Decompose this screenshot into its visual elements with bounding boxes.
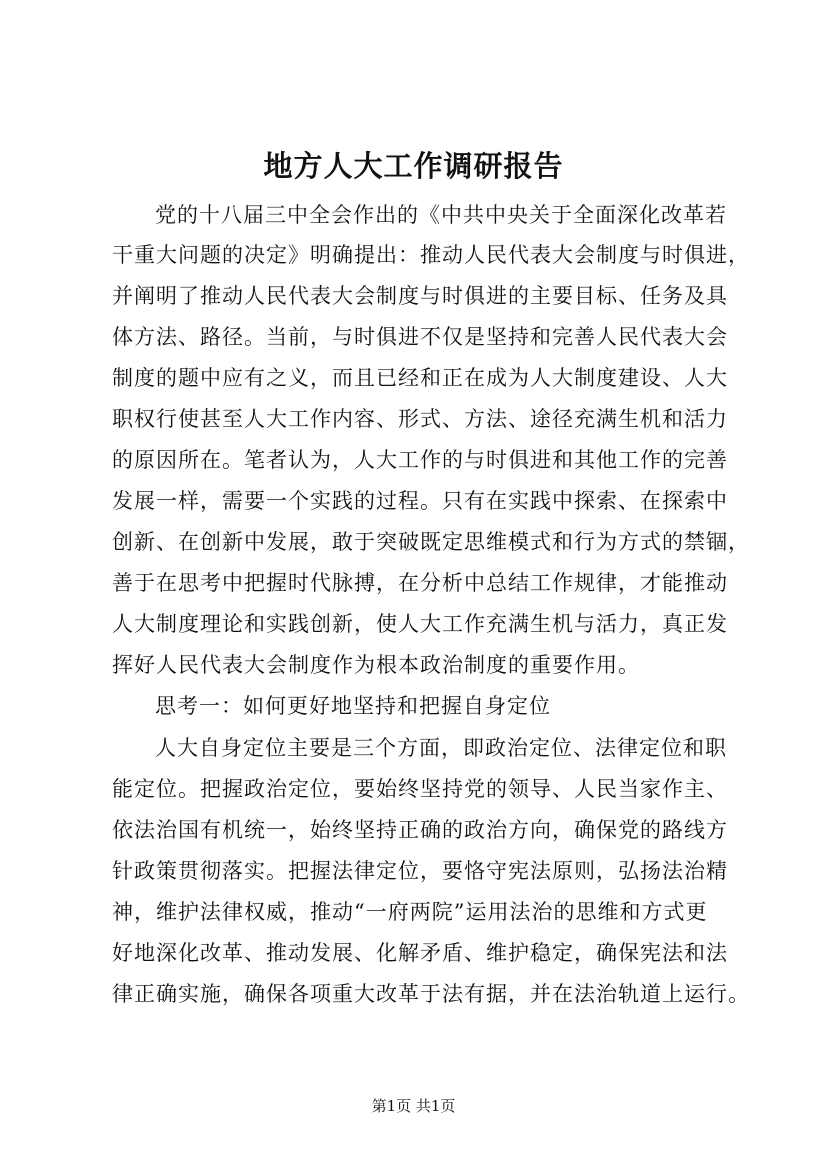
paragraph-2-line: 律正确实施，确保各项重大改革于法有据，并在法治轨道上运行。 <box>112 982 750 1006</box>
paragraph-2-line: 好地深化改革、推动发展、化解矛盾、维护稳定，确保宪法和法 <box>112 941 728 965</box>
paragraph-1-line: 创新、在创新中发展，敢于突破既定思维模式和行为方式的禁锢， <box>112 530 750 554</box>
paragraph-1-line: 并阐明了推动人民代表大会制度与时俱进的主要目标、任务及具 <box>112 284 728 308</box>
page-number-footer: 第1页 共1页 <box>371 1097 456 1115</box>
paragraph-1-line: 体方法、路径。当前，与时俱进不仅是坚持和完善人民代表大会 <box>112 325 728 349</box>
paragraph-1-line: 挥好人民代表大会制度作为根本政治制度的重要作用。 <box>112 653 640 677</box>
paragraph-1-line: 善于在思考中把握时代脉搏，在分析中总结工作规律，才能推动 <box>112 571 728 595</box>
paragraph-1-line: 制度的题中应有之义，而且已经和正在成为人大制度建设、人大 <box>112 366 728 390</box>
document-title: 地方人大工作调研报告 <box>263 149 564 183</box>
section-heading: 思考一：如何更好地坚持和把握自身定位 <box>155 694 551 718</box>
paragraph-1-line: 干重大问题的决定》明确提出：推动人民代表大会制度与时俱进， <box>112 243 750 267</box>
paragraph-1-line: 职权行使甚至人大工作内容、形式、方法、途径充满生机和活力 <box>112 407 728 431</box>
paragraph-1-line: 党的十八届三中全会作出的《中共中央关于全面深化改革若 <box>155 203 727 227</box>
paragraph-2-line: 人大自身定位主要是三个方面，即政治定位、法律定位和职 <box>155 736 727 760</box>
paragraph-2-line: 神，维护法律权威，推动“一府两院”运用法治的思维和方式更 <box>112 900 708 924</box>
paragraph-1-line: 人大制度理论和实践创新，使人大工作充满生机与活力，真正发 <box>112 612 728 636</box>
paragraph-1-line: 发展一样，需要一个实践的过程。只有在实践中探索、在探索中 <box>112 489 728 513</box>
paragraph-2-line: 依法治国有机统一，始终坚持正确的政治方向，确保党的路线方 <box>112 818 728 842</box>
paragraph-2-line: 针政策贯彻落实。把握法律定位，要恪守宪法原则，弘扬法治精 <box>112 859 728 883</box>
paragraph-1-line: 的原因所在。笔者认为，人大工作的与时俱进和其他工作的完善 <box>112 448 728 472</box>
paragraph-2-line: 能定位。把握政治定位，要始终坚持党的领导、人民当家作主、 <box>112 777 728 801</box>
